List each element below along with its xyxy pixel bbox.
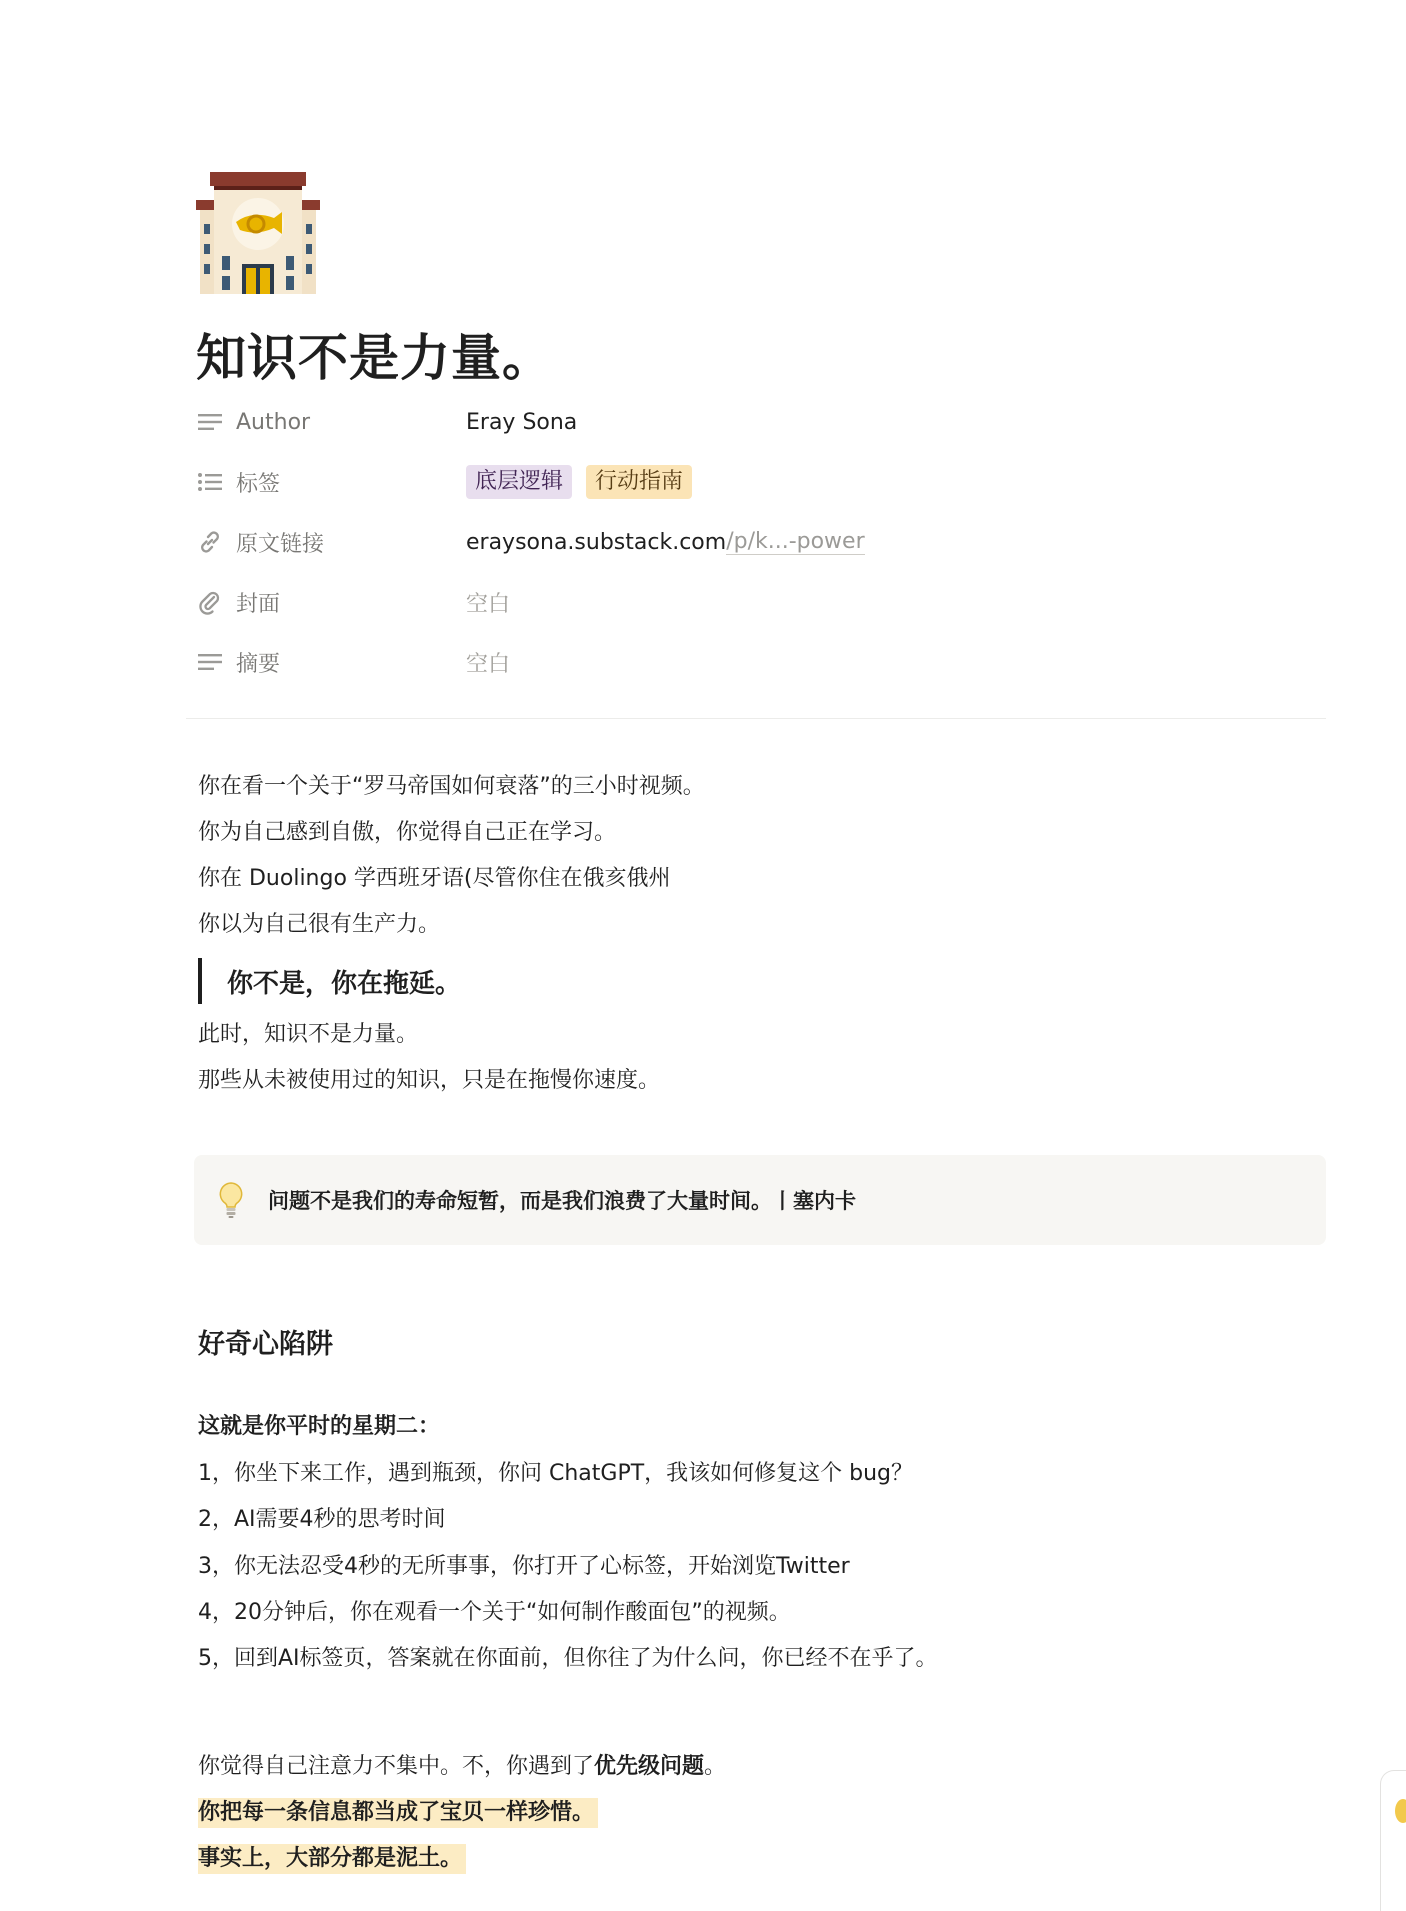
tag-chip[interactable]: 底层逻辑 [466,465,572,499]
property-summary[interactable] [196,638,1326,686]
list-item[interactable]: 3，你无法忍受4秒的无所事事，你打开了心标签，开始浏览Twitter [198,1554,850,1579]
side-peek-panel[interactable] [1380,1770,1406,1911]
property-name: Author [236,409,311,435]
paragraph[interactable]: 你在看一个关于“罗马帝国如何衰落”的三小时视频。 [198,774,705,799]
property-tags[interactable] [196,458,1326,506]
bulleted-list-icon [196,468,224,496]
conclusion-end: 。 [704,1754,727,1779]
callout-text: 问题不是我们的寿命短暂，而是我们浪费了大量时间。丨塞内卡 [268,1189,856,1213]
highlight-text: 你把每一条信息都当成了宝贝一样珍惜。 [198,1798,598,1828]
properties-divider [186,718,1326,719]
property-value[interactable]: Eray Sona [466,409,578,435]
text-lines-icon [196,648,224,676]
property-value[interactable]: 空白 [466,591,511,617]
property-value[interactable] [466,458,706,506]
paragraph[interactable]: 那些从未被使用过的知识，只是在拖慢你速度。 [198,1068,661,1093]
list-item[interactable]: 1，你坐下来工作，遇到瓶颈，你问 ChatGPT，我该如何修复这个 bug？ [198,1461,914,1486]
highlight-text: 事实上，大部分都是泥土。 [198,1844,466,1874]
property-name: 摘要 [236,651,281,677]
link-path[interactable]: /p/k...-power [726,529,865,554]
link-icon [196,528,224,556]
conclusion-paragraph[interactable] [198,1752,726,1782]
property-name: 标签 [236,471,281,497]
list-item[interactable]: 5，回到AI标签页，答案就在你面前，但你往了为什么问，你已经不在乎了。 [198,1646,938,1671]
highlighted-paragraph[interactable] [198,1844,466,1874]
highlighted-paragraph[interactable] [198,1798,598,1828]
property-cover[interactable] [196,578,1326,626]
list-item[interactable]: 2，AI需要4秒的思考时间 [198,1507,446,1532]
property-author[interactable] [196,398,1326,446]
paragraph[interactable]: 此时，知识不是力量。 [198,1022,419,1047]
property-value[interactable]: 空白 [466,651,511,677]
page-title[interactable]: 知识不是力量。 [196,329,553,387]
property-source-link[interactable] [196,518,1326,566]
emoji-icon [1395,1799,1406,1823]
lightbulb-icon[interactable] [218,1181,244,1219]
property-name: 封面 [236,591,281,617]
source-link[interactable] [466,518,865,566]
list-intro[interactable]: 这就是你平时的星期二： [198,1414,441,1439]
link-host[interactable]: eraysona.substack.com [466,529,727,555]
conclusion-bold: 优先级问题 [594,1754,705,1779]
paragraph[interactable]: 你为自己感到自傲，你觉得自己正在学习。 [198,820,617,845]
post-office-icon[interactable] [196,172,320,298]
tag-chip[interactable]: 行动指南 [586,465,692,499]
paragraph[interactable]: 你在 Duolingo 学西班牙语(尽管你住在俄亥俄州 [198,866,671,891]
list-item[interactable]: 4，20分钟后，你在观看一个关于“如何制作酸面包”的视频。 [198,1600,791,1625]
callout-block[interactable] [194,1155,1326,1245]
conclusion-text: 你觉得自己注意力不集中。不，你遇到了 [198,1754,595,1779]
paperclip-icon [196,588,224,616]
text-lines-icon [196,408,224,436]
quote-block[interactable]: 你不是，你在拖延。 [198,958,461,1004]
paragraph[interactable]: 你以为自己很有生产力。 [198,912,441,937]
property-name: 原文链接 [236,531,325,557]
section-heading[interactable]: 好奇心陷阱 [198,1329,333,1360]
